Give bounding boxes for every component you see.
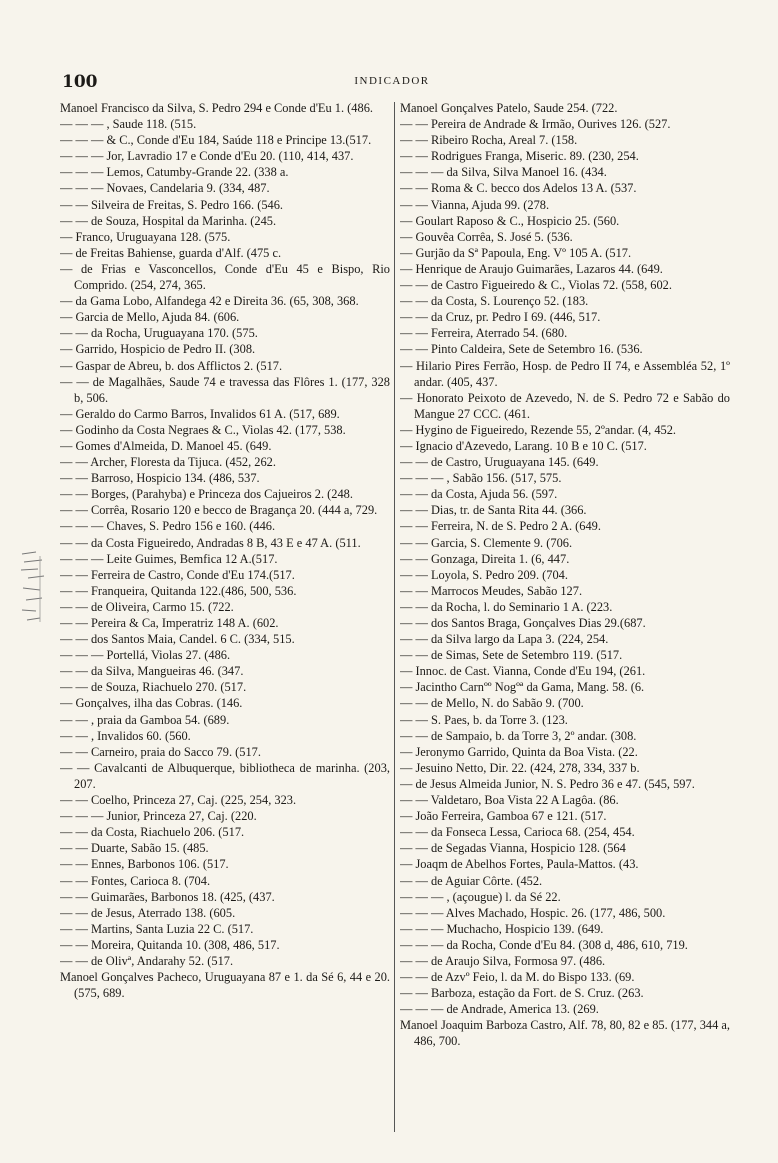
directory-entry: — — da Costa Figueiredo, Andradas 8 B, 43 E e 47 A. (511. (60, 535, 361, 550)
directory-entry: — de Freitas Bahiense, guarda d'Alf. (475 c. (60, 245, 282, 260)
directory-entry: — Hygino de Figueiredo, Rezende 55, 2ºandar. (4, 452. (400, 422, 677, 437)
right-column (400, 100, 730, 1140)
directory-entry: — — Vianna, Ajuda 99. (278. (400, 197, 550, 212)
directory-entry: — — — Lemos, Catumby-Grande 22. (338 a. (60, 165, 289, 180)
directory-entry: — — dos Santos Braga, Gonçalves Dias 29.(687. (400, 616, 646, 630)
page-number: 100 (62, 72, 98, 92)
directory-entry: — — Pereira & Ca, Imperatriz 148 A. (602. (60, 616, 279, 630)
directory-entry: — — Fontes, Carioca 8. (704. (60, 873, 211, 888)
directory-entry: — — de Azvº Feio, l. da M. do Bispo 133. (69. (400, 970, 635, 985)
directory-entry: — — Guimarães, Barbonos 18. (425, (437. (60, 889, 275, 904)
directory-entry: — Jeronymo Garrido, Quinta da Boa Vista. (22. (400, 744, 638, 759)
directory-entry: — — da Rocha, l. do Seminario 1 A. (223. (400, 599, 613, 614)
directory-entry: — — de Castro Figueiredo & C., Violas 72. (558, 602. (400, 278, 672, 293)
directory-entry: — — de Sampaio, b. da Torre 3, 2º andar. (308. (400, 728, 637, 743)
directory-entry: — — — , (açougue) l. da Sé 22. (400, 889, 561, 904)
directory-entry: Manoel Joaquim Barboza Castro, Alf. 78, 80, 82 e 85. (177, 344 a, 486, 700. (400, 1018, 730, 1049)
directory-entry: — — de Aguiar Côrte. (452. (400, 873, 543, 888)
directory-entry: — — — Muchacho, Hospicio 139. (649. (400, 921, 604, 936)
directory-entry: — — Ferreira, Aterrado 54. (680. (400, 326, 568, 341)
directory-entry: — — Ferreira de Castro, Conde d'Eu 174.(517. (60, 567, 295, 582)
directory-entry: — — da Silva largo da Lapa 3. (224, 254. (400, 632, 609, 647)
directory-entry: — — da Costa, Riachuelo 206. (517. (60, 825, 245, 840)
directory-entry: — de Jesus Almeida Junior, N. S. Pedro 36 e 47. (545, 597. (400, 776, 695, 791)
directory-entry: — — — Leite Guimes, Bemfica 12 A.(517. (60, 551, 278, 566)
directory-entry: — — — Alves Machado, Hospic. 26. (177, 486, 500. (400, 905, 666, 920)
directory-entry: — — Marrocos Meudes, Sabão 127. (400, 583, 583, 598)
directory-entry: — — — Chaves, S. Pedro 156 e 160. (446. (60, 519, 276, 534)
directory-entry: — — Coelho, Princeza 27, Caj. (225, 254, 323. (60, 793, 297, 808)
directory-entry: — Jesuino Netto, Dir. 22. (424, 278, 334, 337 b. (400, 760, 640, 775)
directory-entry: — — de Souza, Hospital da Marinha. (245. (60, 213, 277, 228)
directory-entry: — — Pinto Caldeira, Sete de Setembro 16. (536. (400, 342, 643, 357)
directory-entry: — — da Silva, Mangueiras 46. (347. (60, 664, 244, 679)
directory-entry: — — de Mello, N. do Sabão 9. (700. (400, 696, 584, 711)
directory-entry: — — da Costa, Ajuda 56. (597. (400, 487, 558, 502)
directory-entry: — — — Novaes, Candelaria 9. (334, 487. (60, 181, 270, 196)
directory-entry: — Jacintho Carnºº Nogºª da Gama, Mang. 58. (6. (400, 680, 645, 695)
directory-entry: — Gouvêa Corrêa, S. José 5. (536. (400, 229, 573, 244)
directory-entry: — — Gonzaga, Direita 1. (6, 447. (400, 551, 570, 566)
directory-entry: — Garrido, Hospicio de Pedro II. (308. (60, 342, 256, 357)
directory-entry: — — Garcia, S. Clemente 9. (706. (400, 535, 573, 550)
directory-entry: — — Dias, tr. de Santa Rita 44. (366. (400, 503, 587, 518)
directory-entry: — — — , Sabão 156. (517, 575. (400, 471, 562, 486)
directory-entry: — — — da Rocha, Conde d'Eu 84. (308 d, 486, 610, 719. (400, 937, 688, 952)
directory-entry: — — de Jesus, Aterrado 138. (605. (60, 905, 236, 920)
directory-entry: — — Borges, (Parahyba) e Princeza dos Cajueiros 2. (248. (60, 487, 353, 502)
directory-entry: — — Carneiro, praia do Sacco 79. (517. (60, 744, 261, 759)
directory-entry: — — Ennes, Barbonos 106. (517. (60, 857, 229, 872)
directory-entry: — Geraldo do Carmo Barros, Invalidos 61 A. (517, 689. (60, 406, 340, 421)
directory-entry: — — — Jor, Lavradio 17 e Conde d'Eu 20. (110, 414, 437. (60, 149, 354, 164)
directory-entry: — — da Cruz, pr. Pedro I 69. (446, 517. (400, 310, 601, 325)
directory-entry: — Gaspar de Abreu, b. dos Afflictos 2. (517. (60, 358, 283, 373)
directory-entry: — — — Portellá, Violas 27. (486. (60, 648, 231, 663)
column-divider (394, 102, 395, 1132)
directory-entry: — — Rodrigues Franga, Miseric. 89. (230, 254. (400, 149, 639, 164)
directory-entry: — — — Junior, Princeza 27, Caj. (220. (60, 809, 257, 824)
directory-entry: — — , Invalidos 60. (560. (60, 728, 191, 743)
directory-entry: — — Silveira de Freitas, S. Pedro 166. (546. (60, 197, 284, 212)
left-column (60, 100, 390, 1140)
directory-entry: — Goulart Raposo & C., Hospicio 25. (560. (400, 213, 620, 228)
directory-entry: — João Ferreira, Gamboa 67 e 121. (517. (400, 809, 607, 824)
directory-entry: — — Loyola, S. Pedro 209. (704. (400, 567, 568, 582)
directory-entry: — — Ferreira, N. de S. Pedro 2 A. (649. (400, 519, 601, 534)
directory-entry: — Gonçalves, ilha das Cobras. (146. (60, 696, 243, 711)
directory-entry: — Joaqm de Abelhos Fortes, Paula-Mattos. (43. (400, 857, 639, 872)
directory-entry: — da Gama Lobo, Alfandega 42 e Direita 36. (65, 308, 368. (60, 294, 359, 309)
directory-entry: — de Frias e Vasconcellos, Conde d'Eu 45 e Bispo, Rio Comprido. (254, 274, 365. (60, 261, 390, 293)
directory-entry: — Gomes d'Almeida, D. Manoel 45. (649. (60, 438, 272, 453)
directory-entry: — — Roma & C. becco dos Adelos 13 A. (537. (400, 181, 637, 196)
directory-entry: — — Cavalcanti de Albuquerque, bibliotheca de marinha. (203, 207. (60, 760, 390, 791)
directory-entry: — Garcia de Mello, Ajuda 84. (606. (60, 310, 240, 325)
directory-entry: — Ignacio d'Azevedo, Larang. 10 B e 10 C. (517. (400, 438, 647, 453)
directory-columns (60, 100, 740, 1140)
directory-entry: Manoel Gonçalves Patelo, Saude 254. (722. (400, 101, 618, 115)
page-title: INDICADOR (354, 75, 430, 87)
page-header (62, 72, 722, 96)
directory-entry: — — S. Paes, b. da Torre 3. (123. (400, 712, 568, 727)
directory-entry: — Honorato Peixoto de Azevedo, N. de S. Pedro 72 e Sabão do Mangue 27 CCC. (461. (400, 390, 730, 421)
directory-entry: — — , praia da Gamboa 54. (689. (60, 712, 230, 727)
directory-entry: — — de Segadas Vianna, Hospicio 128. (564 (400, 841, 626, 856)
directory-entry: — — Valdetaro, Boa Vista 22 A Lagôa. (86. (400, 793, 619, 808)
directory-entry: — — da Rocha, Uruguayana 170. (575. (60, 326, 258, 341)
directory-entry: — — — de Andrade, America 13. (269. (400, 1002, 599, 1017)
directory-entry: — Gurjão da Sª Papoula, Eng. Vº 105 A. (517. (400, 245, 632, 260)
directory-entry: — Innoc. de Cast. Vianna, Conde d'Eu 194, (261. (400, 664, 646, 679)
directory-entry: — — — da Silva, Silva Manoel 16. (434. (400, 165, 607, 180)
directory-entry: — — Moreira, Quitanda 10. (308, 486, 517. (60, 937, 280, 952)
directory-entry: — — de Castro, Uruguayana 145. (649. (400, 455, 599, 470)
directory-entry: — — Duarte, Sabão 15. (485. (60, 841, 209, 856)
directory-entry: — Franco, Uruguayana 128. (575. (60, 229, 231, 244)
directory-entry: — — Barroso, Hospicio 134. (486, 537. (60, 471, 260, 486)
directory-entry: Manoel Gonçalves Pacheco, Uruguayana 87 e 1. da Sé 6, 44 e 20. (575, 689. (60, 970, 390, 1001)
directory-entry: — — Barboza, estação da Fort. de S. Cruz. (263. (400, 986, 644, 1001)
directory-entry: — — — , Saude 118. (515. (60, 117, 197, 132)
directory-entry: — — Ribeiro Rocha, Areal 7. (158. (400, 133, 578, 148)
directory-entry: — — de Oliveira, Carmo 15. (722. (60, 599, 234, 614)
directory-entry: Manoel Francisco da Silva, S. Pedro 294 e Conde d'Eu 1. (486. (60, 101, 373, 115)
directory-entry: — Godinho da Costa Negraes & C., Violas 42. (177, 538. (60, 422, 346, 437)
directory-entry: — — Pereira de Andrade & Irmão, Ourives 126. (527. (400, 117, 671, 132)
directory-entry: — — da Fonseca Lessa, Carioca 68. (254, 454. (400, 825, 635, 840)
directory-entry: — — Franqueira, Quitanda 122.(486, 500, 536. (60, 583, 297, 598)
directory-entry: — Henrique de Araujo Guimarães, Lazaros 44. (649. (400, 261, 663, 276)
directory-entry: — — Martins, Santa Luzia 22 C. (517. (60, 921, 254, 936)
directory-entry: — — Corrêa, Rosario 120 e becco de Bragança 20. (444 a, 729. (60, 503, 378, 518)
directory-entry: — — Archer, Floresta da Tijuca. (452, 262. (60, 455, 276, 470)
directory-entry: — — dos Santos Maia, Candel. 6 C. (334, 515. (60, 632, 295, 647)
directory-entry: — — de Souza, Riachuelo 270. (517. (60, 680, 247, 695)
directory-entry: — — — & C., Conde d'Eu 184, Saúde 118 e Principe 13.(517. (60, 133, 372, 148)
margin-stamp-mark (18, 548, 48, 628)
directory-entry: — — de Araujo Silva, Formosa 97. (486. (400, 953, 606, 968)
directory-entry: — Hilario Pires Ferrão, Hosp. de Pedro II 74, e Assembléa 52, 1º andar. (405, 437. (400, 358, 730, 389)
directory-entry: — — de Magalhães, Saude 74 e travessa das Flôres 1. (177, 328 b, 506. (60, 374, 390, 405)
directory-entry: — — da Costa, S. Lourenço 52. (183. (400, 294, 589, 309)
directory-entry: — — de Olivª, Andarahy 52. (517. (60, 953, 234, 968)
directory-entry: — — de Simas, Sete de Setembro 119. (517. (400, 648, 623, 663)
